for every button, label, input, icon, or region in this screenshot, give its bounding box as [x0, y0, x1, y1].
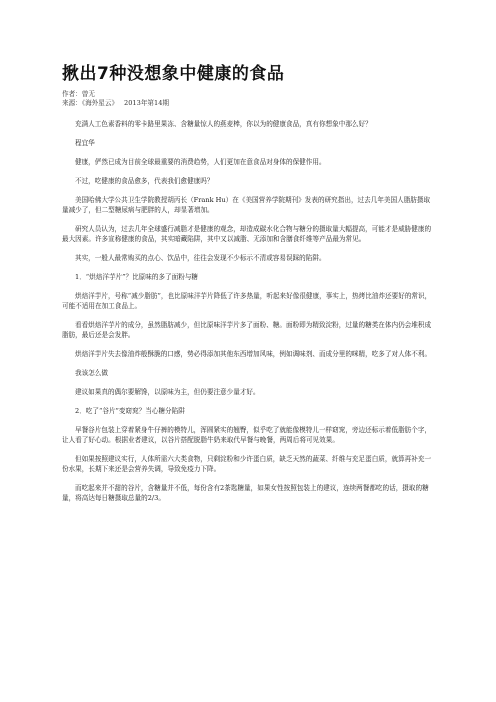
- article-meta: [62, 90, 434, 108]
- paragraph: 但如果按照建议实行，人体所需六大类食物，只剩淀粉和少许蛋白质，缺乏天然的蔬菜、纤维与充足蛋白质，就算再补充一份水果，长期下来还是会营养失调，导致免疫力下降。: [62, 455, 432, 473]
- paragraph: 充满人工色素香料的零卡路里果冻、含糖量惊人的燕麦棒，你以为的健康食品，真有你想象中那么好？: [75, 120, 372, 128]
- paragraph: 早餐谷片包装上穿着紧身牛仔裤的模特儿，浑圆紧实的翘臀，似乎吃了就能像模特儿一样窈窕，旁边还标示着低脂肪个字，让人看了好心动。根据业者建议，以谷片搭配脱脂牛奶来取代早餐与晚餐，两周后将可见效果。: [62, 426, 432, 444]
- issue-label: 2013年第14期: [124, 99, 169, 107]
- paragraph: 而吃起来并不甜的谷片，含糖量并不低，每份含有2茶匙糖量，如果女性按照包装上的建议，连续两餐都吃的话，摄取的糖量，将高达每日糖摄取总量的2/3。: [62, 484, 429, 502]
- paragraph: 美国哈佛大学公共卫生学院教授胡丙长（Frank Hu）在《美国营养学院期刊》发表的研究指出，过去几年美国人脂肪摄取量减少了，但二型糖尿病与肥胖的人，却显著增加。: [62, 196, 431, 214]
- paragraph: 烘焙洋芋片，号称“减少脂肪”，也比原味洋芋片降低了许多热量，听起来好像很健康，事实上，热烤比油炸还要好的常识，可能不适用在加工食品上。: [62, 292, 432, 310]
- author-line: 作者：曾无: [62, 90, 95, 98]
- paragraph: 健康，俨然已成为目前全球最重要的消费趋势，人们更加在意食品对身体的保健作用。: [75, 158, 326, 166]
- source-label: 来源：《海外星云》: [62, 99, 119, 107]
- paragraph: 烘焙洋芋片失去像油炸般酥脆的口感，势必得添加其他东西增加风味，例如调味剂、而成分里的咪精，吃多了对人体不利。: [75, 350, 432, 358]
- paragraph: 1．“烘焙洋芋片”？比原味的多了面粉与糖: [75, 273, 199, 281]
- article-body: [62, 119, 434, 503]
- article-title: 揪出7种没想象中健康的食品: [62, 64, 285, 84]
- paragraph: 研究人员认为，过去几年全球盛行减脂才是健康的观念，却造成碳水化合物与糖分的摄取量大幅提高，可能才是威胁健康的最大因素。许多宣称健康的食品，其实暗藏陷阱，其中又以减脂、无添加和含膳食纤维等产品最为常见。: [62, 225, 432, 243]
- paragraph: 建议如果真的偶尔要解馋，以原味为主，但仍要注意少量才好。: [75, 388, 260, 396]
- article: [62, 64, 434, 512]
- paragraph: 不过，吃健康的食品愈多，代表我们愈健康吗？: [75, 177, 214, 185]
- paragraph: 我该怎么做: [75, 369, 108, 377]
- paragraph: 2．吃了“谷片”变窈窕？当心糖分陷阱: [75, 407, 185, 415]
- source-line: [62, 99, 434, 108]
- paragraph: 程宜华: [75, 139, 95, 147]
- paragraph: 其实，一般人最常购买的点心、饮品中，往往会发现不少标示不清或容易误踩的陷阱。: [75, 254, 326, 262]
- paragraph: 看看烘焙洋芋片的成分，虽然脂肪减少，但比原味洋芋片多了面粉、糖。面粉即为精致淀粉，过量的糖类在体内仍会堆积成脂肪，最后还是会发胖。: [62, 321, 432, 339]
